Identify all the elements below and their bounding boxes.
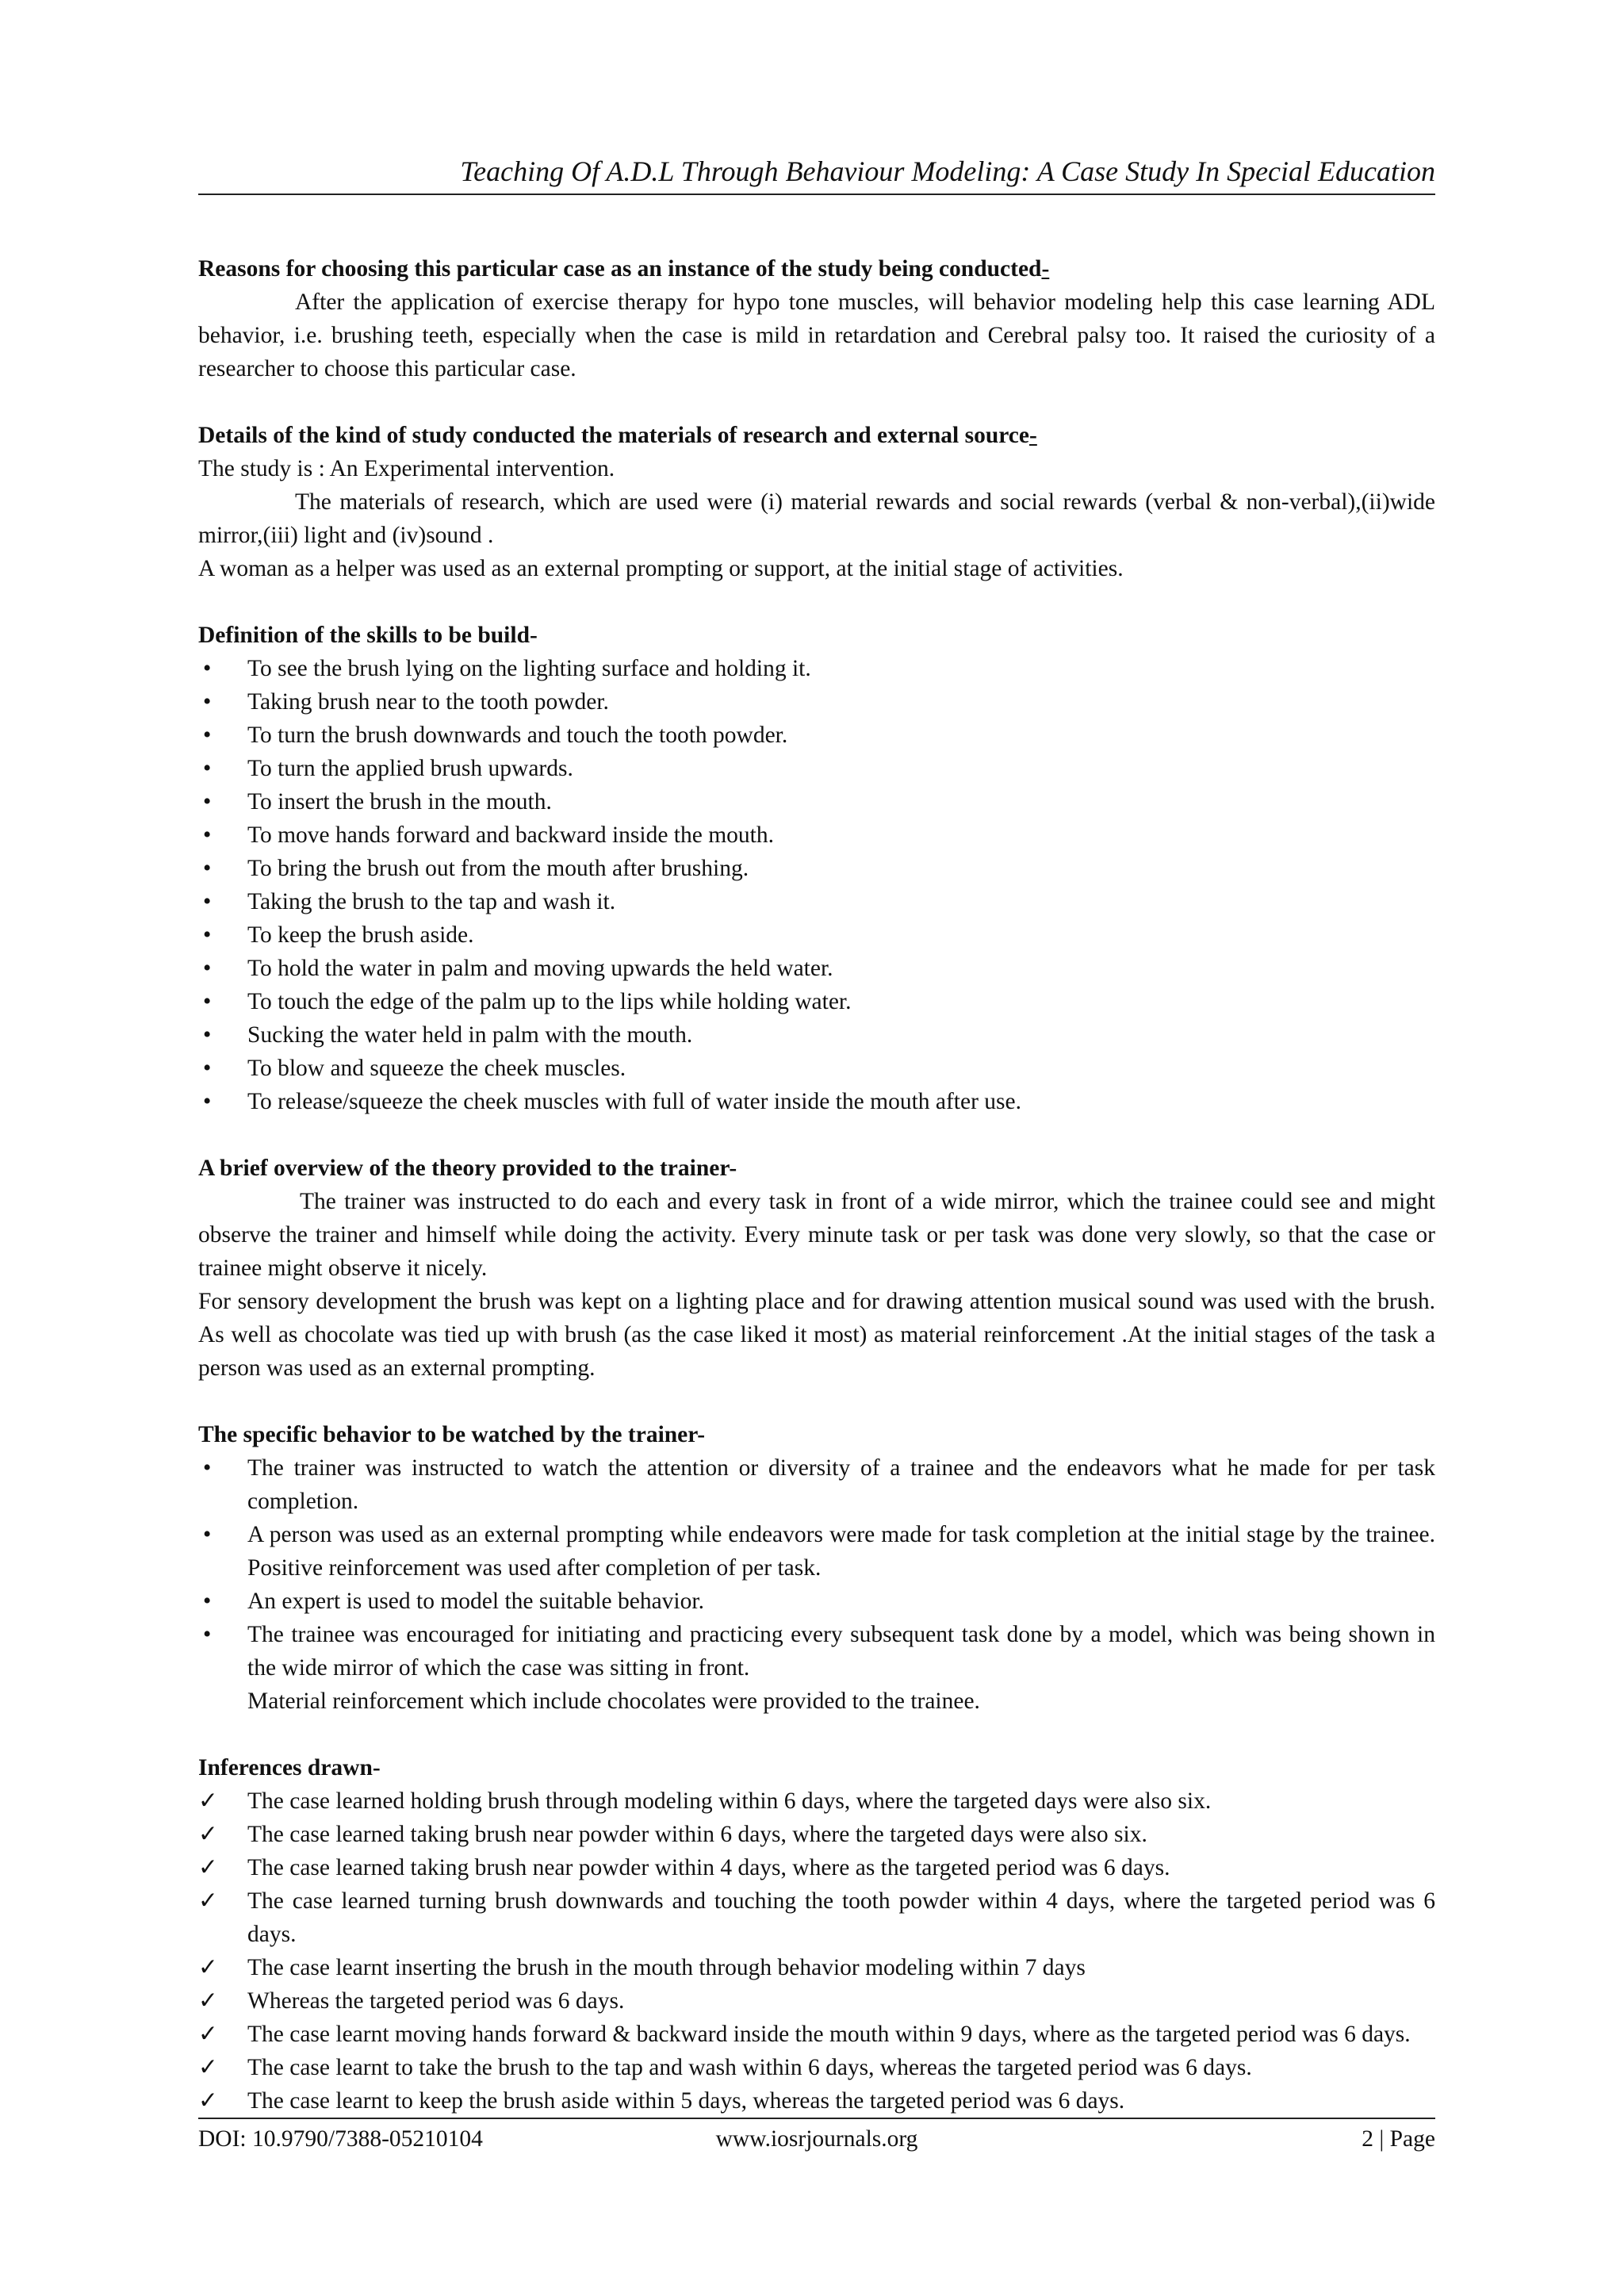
list-item-text: To insert the brush in the mouth. bbox=[247, 789, 552, 815]
behavior-list bbox=[198, 1451, 1435, 1685]
bullet-icon: • bbox=[203, 1622, 212, 1647]
bullet-icon: • bbox=[203, 989, 212, 1014]
list-item-text: The case learned taking brush near powder within 4 days, where as the targeted period was 6 days. bbox=[247, 1855, 1170, 1880]
list-item-text: Sucking the water held in palm with the mouth. bbox=[247, 1022, 693, 1048]
checkmark-icon: ✓ bbox=[198, 2055, 218, 2080]
paragraph: The trainer was instructed to do each and every task in front of a wide mirror, which the trainee could see and might observe the trainer and himself while doing the activity. Every minute task or per task was done very slowly, so that the case or trainee might observe it nicely. bbox=[198, 1189, 1435, 1281]
title-dash: - bbox=[1029, 423, 1037, 448]
bullet-icon: • bbox=[203, 922, 212, 948]
list-item-text: The case learned holding brush through modeling within 6 days, where the targeted days were also six. bbox=[247, 1788, 1212, 1814]
list-item bbox=[198, 2018, 1435, 2051]
list-item bbox=[198, 1984, 1435, 2018]
list-item bbox=[198, 852, 1435, 885]
list-item bbox=[198, 1851, 1435, 1884]
list-item-text: The case learned turning brush downwards and touching the tooth powder within 4 days, where the targeted period was 6 days. bbox=[247, 1888, 1435, 1947]
list-item bbox=[198, 952, 1435, 985]
section-reasons bbox=[198, 252, 1435, 385]
section-details bbox=[198, 419, 1435, 585]
list-item-text: To move hands forward and backward inside the mouth. bbox=[247, 822, 774, 848]
bullet-icon: • bbox=[203, 756, 212, 781]
section-skills bbox=[198, 619, 1435, 1118]
paragraph: A woman as a helper was used as an external prompting or support, at the initial stage of activities. bbox=[198, 556, 1124, 581]
bullet-icon: • bbox=[203, 723, 212, 748]
checkmark-icon: ✓ bbox=[198, 1855, 218, 1880]
list-item bbox=[198, 652, 1435, 685]
section-title-text: Details of the kind of study conducted the materials of research and external source bbox=[198, 423, 1029, 448]
list-item-text: To turn the applied brush upwards. bbox=[247, 756, 573, 781]
list-item bbox=[198, 2051, 1435, 2084]
bullet-icon: • bbox=[203, 1522, 212, 1547]
paragraph: After the application of exercise therapy for hypo tone muscles, will behavior modeling help this case learning ADL behavior, i.e. brushing teeth, especially when the case is mild in retardation and Cerebral palsy too. It raised the curiosity of a researcher to choose this particular case. bbox=[198, 289, 1435, 381]
list-item-text: The case learnt inserting the brush in the mouth through behavior modeling within 7 days bbox=[247, 1955, 1086, 1980]
list-item bbox=[198, 1518, 1435, 1585]
list-item-text: To bring the brush out from the mouth after brushing. bbox=[247, 856, 749, 881]
list-item bbox=[198, 1884, 1435, 1951]
list-item-text: An expert is used to model the suitable behavior. bbox=[247, 1589, 704, 1614]
bullet-icon: • bbox=[203, 956, 212, 981]
bullet-icon: • bbox=[203, 789, 212, 815]
list-item-text: The case learned taking brush near powder within 6 days, where the targeted days were also six. bbox=[247, 1822, 1147, 1847]
list-item bbox=[198, 1085, 1435, 1118]
footer-page-number: 2 | Page bbox=[1362, 2126, 1435, 2152]
section-inferences bbox=[198, 1751, 1435, 2118]
list-item bbox=[198, 719, 1435, 752]
paragraph: For sensory development the brush was kept on a lighting place and for drawing attention musical sound was used with the brush. As well as chocolate was tied up with brush (as the case liked it most) as material reinforcement .At the initial stages of the task a person was used as an external prompting. bbox=[198, 1289, 1435, 1381]
skills-list bbox=[198, 652, 1435, 1118]
list-item-text: Taking brush near to the tooth powder. bbox=[247, 689, 609, 715]
footer-website: www.iosrjournals.org bbox=[715, 2126, 918, 2152]
footer-rule bbox=[198, 2118, 1435, 2119]
checkmark-icon: ✓ bbox=[198, 2022, 218, 2047]
section-title: Definition of the skills to be build- bbox=[198, 623, 538, 648]
running-title: Teaching Of A.D.L Through Behaviour Modeling: A Case Study In Special Education bbox=[460, 155, 1435, 187]
checkmark-icon: ✓ bbox=[198, 1955, 218, 1980]
list-item bbox=[198, 1951, 1435, 1984]
list-item bbox=[198, 985, 1435, 1018]
list-item bbox=[198, 1618, 1435, 1685]
list-item bbox=[198, 918, 1435, 952]
bullet-icon: • bbox=[203, 689, 212, 715]
bullet-icon: • bbox=[203, 656, 212, 681]
list-item-text: To release/squeeze the cheek muscles with full of water inside the mouth after use. bbox=[247, 1089, 1021, 1114]
list-item bbox=[198, 1451, 1435, 1518]
paragraph: The study is : An Experimental intervention. bbox=[198, 456, 615, 481]
bullet-icon: • bbox=[203, 1589, 212, 1614]
list-item-text: Taking the brush to the tap and wash it. bbox=[247, 889, 616, 914]
list-item-text: Whereas the targeted period was 6 days. bbox=[247, 1988, 625, 2014]
bullet-icon: • bbox=[203, 889, 212, 914]
section-title bbox=[198, 419, 1435, 452]
list-item-text: The case learnt to keep the brush aside within 5 days, whereas the targeted period was 6 days. bbox=[247, 2088, 1125, 2114]
list-item-text: The trainee was encouraged for initiating and practicing every subsequent task done by a model, which was being shown in the wide mirror of which the case was sitting in front. bbox=[247, 1622, 1435, 1681]
list-continuation: Material reinforcement which include chocolates were provided to the trainee. bbox=[247, 1688, 980, 1714]
bullet-icon: • bbox=[203, 1455, 212, 1481]
section-title: Inferences drawn- bbox=[198, 1755, 381, 1780]
list-item bbox=[198, 885, 1435, 918]
bullet-icon: • bbox=[203, 1056, 212, 1081]
list-item bbox=[198, 752, 1435, 785]
footer-doi: DOI: 10.9790/7388-05210104 bbox=[198, 2126, 483, 2152]
list-item-text: To see the brush lying on the lighting surface and holding it. bbox=[247, 656, 811, 681]
list-item bbox=[198, 685, 1435, 719]
list-item-text: To blow and squeeze the cheek muscles. bbox=[247, 1056, 626, 1081]
checkmark-icon: ✓ bbox=[198, 1788, 218, 1814]
list-item-text: To turn the brush downwards and touch the tooth powder. bbox=[247, 723, 788, 748]
list-item bbox=[198, 1018, 1435, 1052]
header-rule bbox=[198, 194, 1435, 195]
list-item-text: To keep the brush aside. bbox=[247, 922, 474, 948]
bullet-icon: • bbox=[203, 856, 212, 881]
list-item-text: A person was used as an external prompting while endeavors were made for task completion at the initial stage by the trainee. Positive reinforcement was used after completion of per task. bbox=[247, 1522, 1435, 1581]
list-item bbox=[198, 1052, 1435, 1085]
list-item bbox=[198, 818, 1435, 852]
section-overview bbox=[198, 1152, 1435, 1385]
list-item bbox=[198, 2084, 1435, 2118]
title-dash: - bbox=[1041, 256, 1050, 282]
inferences-list bbox=[198, 1784, 1435, 2118]
list-item-text: The trainer was instructed to watch the attention or diversity of a trainee and the endeavors what he made for per task completion. bbox=[247, 1455, 1435, 1514]
bullet-icon: • bbox=[203, 822, 212, 848]
list-item bbox=[198, 1818, 1435, 1851]
page-body bbox=[198, 252, 1435, 2151]
section-title bbox=[198, 252, 1435, 286]
section-title: A brief overview of the theory provided to the trainer- bbox=[198, 1156, 737, 1181]
list-item bbox=[198, 1585, 1435, 1618]
paragraph: The materials of research, which are used were (i) material rewards and social rewards (verbal & non-verbal),(ii)wide mirror,(iii) light and (iv)sound . bbox=[198, 489, 1435, 548]
list-item bbox=[198, 785, 1435, 818]
section-behavior bbox=[198, 1418, 1435, 1718]
list-item-text: To hold the water in palm and moving upwards the held water. bbox=[247, 956, 833, 981]
bullet-icon: • bbox=[203, 1022, 212, 1048]
list-item bbox=[198, 1784, 1435, 1818]
list-item-text: The case learnt to take the brush to the tap and wash within 6 days, whereas the targeted period was 6 days. bbox=[247, 2055, 1252, 2080]
checkmark-icon: ✓ bbox=[198, 1988, 218, 2014]
section-title: The specific behavior to be watched by the trainer- bbox=[198, 1422, 706, 1447]
paper-page bbox=[198, 0, 1435, 2296]
checkmark-icon: ✓ bbox=[198, 1822, 218, 1847]
section-title-text: Reasons for choosing this particular case as an instance of the study being conducted bbox=[198, 256, 1042, 282]
checkmark-icon: ✓ bbox=[198, 1888, 218, 1914]
bullet-icon: • bbox=[203, 1089, 212, 1114]
list-item-text: The case learnt moving hands forward & backward inside the mouth within 9 days, where as the targeted period was 6 days. bbox=[247, 2022, 1411, 2047]
checkmark-icon: ✓ bbox=[198, 2088, 218, 2114]
list-item-text: To touch the edge of the palm up to the lips while holding water. bbox=[247, 989, 852, 1014]
